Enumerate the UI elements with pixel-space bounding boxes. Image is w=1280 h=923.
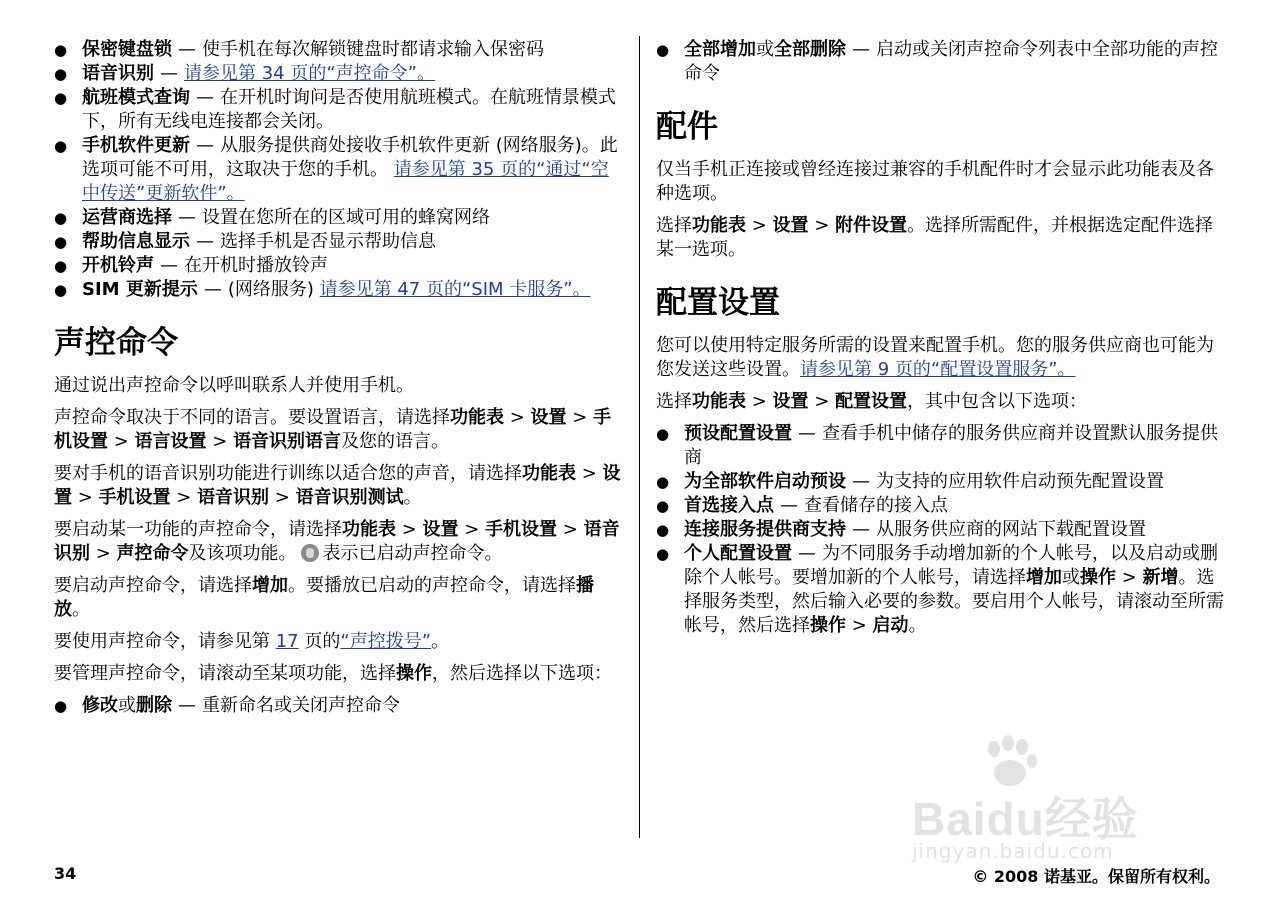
list-item: ● 航班模式查询 — 在开机时询问是否使用航班模式。在航班情景模式下，所有无线电连接都会关闭。 bbox=[54, 86, 624, 134]
settings-list bbox=[54, 38, 624, 302]
paragraph: 仅当手机正连接或曾经连接过兼容的手机配件时才会显示此功能表及各种选项。 bbox=[656, 159, 1214, 204]
list-item: ● 全部增加或全部删除 — 启动或关闭声控命令列表中全部功能的声控命令 bbox=[656, 38, 1226, 86]
list-item: ● 运营商选择 — 设置在您所在的区域可用的蜂窝网络 bbox=[54, 206, 624, 230]
paragraph: 声控命令取决于不同的语言。要设置语言，请选择功能表 > 设置 > 手机设置 > 语言设置 > 语音识别语言及您的语言。 bbox=[54, 407, 612, 452]
list-item: ● SIM 更新提示 — (网络服务) 请参见第 47 页的“SIM 卡服务”。 bbox=[54, 278, 624, 302]
page-number: 34 bbox=[54, 864, 77, 883]
list-item: ● 预设配置设置 — 查看手机中储存的服务供应商并设置默认服务提供商 bbox=[656, 422, 1226, 470]
list-item: ● 帮助信息显示 — 选择手机是否显示帮助信息 bbox=[54, 230, 624, 254]
link-page-17[interactable]: 17 bbox=[275, 631, 299, 652]
watermark-url: jingyan.baidu.com bbox=[912, 839, 1114, 863]
list-item: ● 连接服务提供商支持 — 从服务供应商的网站下载配置设置 bbox=[656, 518, 1226, 542]
paragraph: 要启动某一功能的声控命令，请选择功能表 > 设置 > 手机设置 > 语音识别 > 声控命令及该项功能。 表示已启动声控命令。 bbox=[54, 519, 620, 564]
paragraph: 要使用声控命令，请参见第 17 页的“声控拨号”。 bbox=[54, 631, 450, 652]
watermark-text: Baidu经验 bbox=[912, 793, 1139, 845]
list-item: ● 为全部软件启动预设 — 为支持的应用软件启动预先配置设置 bbox=[656, 470, 1226, 494]
section-heading-voice-commands: 声控命令 bbox=[54, 325, 178, 361]
left-column bbox=[54, 38, 624, 718]
link-sim-services[interactable]: 请参见第 47 页的“SIM 卡服务”。 bbox=[319, 279, 591, 300]
right-column bbox=[656, 38, 1226, 638]
baidu-watermark bbox=[912, 735, 1212, 865]
voice-command-icon bbox=[301, 544, 319, 562]
list-item: ● 保密键盘锁 — 使手机在每次解锁键盘时都请求输入保密码 bbox=[54, 38, 624, 62]
paragraph: 选择功能表 > 设置 > 附件设置。选择所需配件，并根据选定配件选择某一选项。 bbox=[656, 215, 1214, 260]
section-heading-accessories: 配件 bbox=[656, 109, 718, 145]
link-software-update[interactable]: 请参见第 35 页的“通过“空中传送”更新软件”。 bbox=[82, 159, 609, 204]
link-voice-dialing[interactable]: “声控拨号” bbox=[340, 631, 432, 652]
paragraph: 要启动声控命令，请选择增加。要播放已启动的声控命令，请选择播放。 bbox=[54, 575, 594, 620]
paragraph: 通过说出声控命令以呼叫联系人并使用手机。 bbox=[54, 375, 414, 396]
paw-icon bbox=[980, 735, 1040, 790]
config-options-list bbox=[656, 422, 1226, 638]
paragraph: 要对手机的语音识别功能进行训练以适合您的声音，请选择功能表 > 设置 > 手机设置 > 语音识别 > 语音识别测试。 bbox=[54, 463, 621, 508]
list-item: ● 开机铃声 — 在开机时播放铃声 bbox=[54, 254, 624, 278]
list-item: ● 个人配置设置 — 为不同服务手动增加新的个人帐号，以及启动或删除个人帐号。要增加新的个人帐号，请选择增加或操作 > 新增。选择服务类型，然后输入必要的参数。要启用个人帐号，请滚动至所需帐号，然后选择操作 > 启动。 bbox=[656, 542, 1226, 638]
paragraph: 要管理声控命令，请滚动至某项功能，选择操作，然后选择以下选项： bbox=[54, 663, 612, 684]
link-config-service[interactable]: 请参见第 9 页的“配置设置服务”。 bbox=[800, 359, 1076, 380]
list-item: ● 修改或删除 — 重新命名或关闭声控命令 bbox=[54, 694, 624, 718]
voice-options-list bbox=[54, 694, 624, 718]
list-item: ● 语音识别 — 请参见第 34 页的“声控命令”。 bbox=[54, 62, 624, 86]
paragraph: 选择功能表 > 设置 > 配置设置，其中包含以下选项： bbox=[656, 391, 1088, 412]
voice-options-list-cont bbox=[656, 38, 1226, 86]
copyright: © 2008 诺基亚。保留所有权利。 bbox=[972, 867, 1220, 886]
column-divider bbox=[639, 36, 640, 838]
paragraph: 您可以使用特定服务所需的设置来配置手机。您的服务供应商也可能为您发送这些设置。请参见第 9 页的“配置设置服务”。 bbox=[656, 335, 1214, 380]
list-item: ● 首选接入点 — 查看储存的接入点 bbox=[656, 494, 1226, 518]
section-heading-configuration: 配置设置 bbox=[656, 285, 780, 321]
list-item: ● 手机软件更新 — 从服务提供商处接收手机软件更新 (网络服务)。此选项可能不可用，这取决于您的手机。 请参见第 35 页的“通过“空中传送”更新软件”。 bbox=[54, 134, 624, 206]
link-voice-commands[interactable]: 请参见第 34 页的“声控命令”。 bbox=[184, 63, 435, 84]
